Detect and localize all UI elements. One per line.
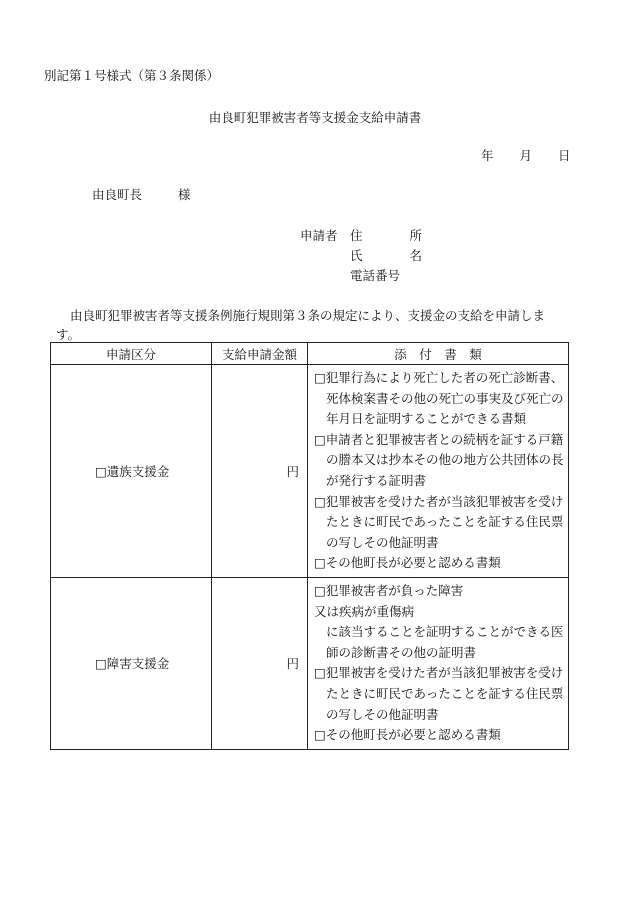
doc-checkbox-item[interactable]: □犯罪行為により死亡した者の死亡診断書、死体検案書その他の死亡の事実及び死亡の年月日を証明することができる書類 [314,370,564,427]
addressee-honorific: 様 [178,187,191,202]
doc-text-line: に該当することを証明することができる医師の診断書その他の証明書 [326,624,564,660]
date-day: 日 [558,148,571,163]
doc-checkbox-item[interactable]: □犯罪被害者が負った障害 [314,582,464,598]
phone-label: 電話番号 [350,268,401,283]
document-title: 由良町犯罪被害者等支援金支給申請書 [208,110,422,125]
table-row-disability [51,577,569,749]
amount-disability-field[interactable]: 円 [212,577,308,749]
header-docs: 添 付 書 類 [308,343,569,365]
category-bereaved-checkbox[interactable]: □遺族支援金 [51,365,212,578]
docs-disability [308,577,569,749]
date-year: 年 [481,148,494,163]
address-label: 住 所 [350,228,422,243]
applicant-heading: 申請者 [300,228,338,243]
doc-checkbox-item[interactable]: □その他町長が必要と認める書類 [314,555,501,571]
table-row-bereaved [51,365,569,578]
doc-checkbox-item[interactable]: □その他町長が必要と認める書類 [314,727,501,743]
doc-text-line: 又は疾病が重傷病 [314,603,415,619]
form-number-label: 別記第１号様式（第３条関係） [44,68,220,83]
doc-checkbox-item[interactable]: □犯罪被害を受けた者が当該犯罪被害を受けたときに町民であったことを証する住民票の写しその他証明書 [314,665,564,722]
application-statement: 由良町犯罪被害者等支援条例施行規則第３条の規定により、支援金の支給を申請します。 [56,308,546,342]
addressee-name: 由良町長 [92,187,143,202]
doc-checkbox-item[interactable]: □申請者と犯罪被害者との続柄を証する戸籍の謄本又は抄本その他の地方公共団体の長が発行する証明書 [314,431,564,488]
applicant-block [300,226,422,286]
date-line [455,146,571,164]
category-disability-checkbox[interactable]: □障害支援金 [51,577,212,749]
date-month: 月 [519,148,533,163]
header-amount: 支給申請金額 [212,343,308,365]
amount-bereaved-field[interactable]: 円 [212,365,308,578]
header-category: 申請区分 [51,343,212,365]
addressee [92,185,191,203]
doc-checkbox-item[interactable]: □犯罪被害を受けた者が当該犯罪被害を受けたときに町民であったことを証する住民票の写しその他証明書 [314,493,564,550]
name-label: 氏 名 [350,248,422,263]
table-header-row [51,343,569,365]
application-table [50,342,569,750]
docs-bereaved [308,365,569,578]
